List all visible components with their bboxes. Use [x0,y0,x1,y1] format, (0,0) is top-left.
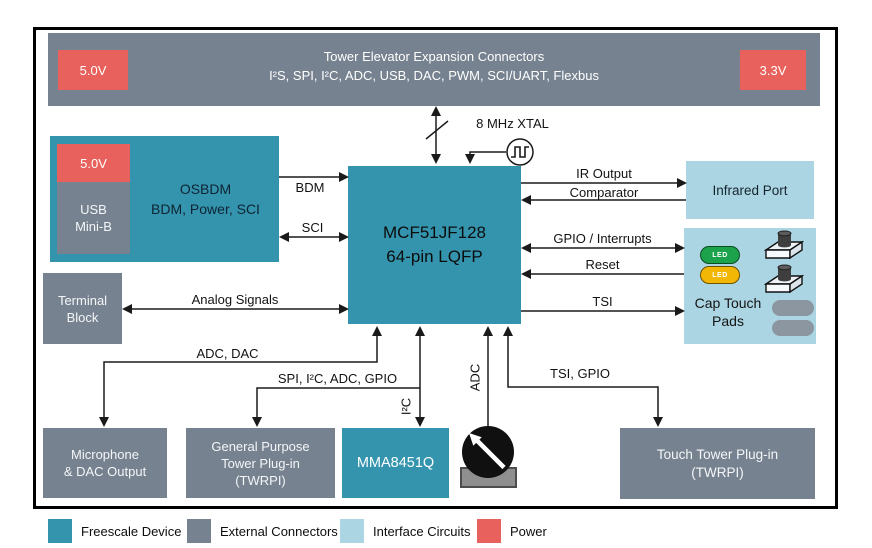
elevator-title-line1: Tower Elevator Expansion Connectors [323,49,545,64]
cap-touch-label-line1: Cap Touch [694,295,762,311]
mcu-name: MCF51JF128 [383,223,486,242]
legend-item [48,519,181,543]
mma8451q-label: MMA8451Q [356,455,435,471]
gp-twrpi-line1: General Purpose [211,438,310,454]
legend [0,519,872,545]
legend-item [477,519,547,543]
osbdm-block [50,136,279,262]
elevator-title-line2: I²S, SPI, I²C, ADC, USB, DAC, PWM, SCI/UART, Flexbus [269,68,599,83]
general-purpose-twrpi-block [186,428,335,498]
label-reset: Reset [585,257,620,272]
osbdm-power-badge [57,144,130,182]
mcu-block [348,166,521,324]
cap-touch-label [684,294,772,330]
power-3v3-label: 3.3V [759,62,787,78]
cap-touch-block [684,228,816,344]
label-gpio-interrupts: GPIO / Interrupts [553,231,652,246]
yellow-led-icon [700,266,740,284]
touch-twrpi-block [620,428,815,499]
terminal-line2: Block [66,309,99,325]
usb-mini-b-connector [57,182,130,254]
label-tsi-gpio: TSI, GPIO [550,366,610,381]
touch-pad-icon [772,320,814,336]
osbdm-title-line2: BDM, Power, SCI [151,201,260,217]
infrared-port-label: Infrared Port [712,182,788,198]
label-tsi: TSI [592,294,613,309]
legend-item [187,519,338,543]
legend-swatch-freescale [48,519,72,543]
green-led-icon [700,246,740,264]
legend-swatch-interface [340,519,364,543]
label-spi-bus: SPI, I²C, ADC, GPIO [277,371,398,386]
gp-twrpi-line2: Tower Plug-in [221,455,300,471]
microphone-block [43,428,167,498]
terminal-block [43,273,122,344]
label-analog-signals: Analog Signals [191,292,279,307]
legend-item [340,519,471,543]
microphone-line1: Microphone [71,447,139,462]
legend-swatch-power [477,519,501,543]
legend-swatch-connectors [187,519,211,543]
touch-pad-icon [772,300,814,316]
gp-twrpi-line3: (TWRPI) [235,472,286,488]
label-xtal: 8 MHz XTAL [476,116,549,131]
label-bdm: BDM [295,180,325,195]
mma8451q-block [342,428,449,498]
label-comparator: Comparator [569,185,639,200]
osbdm-title [134,179,277,219]
yellow-led-label: LED [712,271,728,279]
terminal-line1: Terminal [57,292,108,308]
usb-label-line1: USB [80,202,107,217]
label-sci: SCI [301,220,324,235]
legend-label: External Connectors [220,523,338,539]
label-adc-dac: ADC, DAC [196,346,259,361]
label-ir-output: IR Output [576,166,632,181]
power-5v-badge [58,50,128,90]
osbdm-power-label: 5.0V [80,155,107,171]
osbdm-title-line1: OSBDM [179,181,232,197]
push-button-icon [764,230,804,262]
legend-label: Interface Circuits [373,523,471,539]
power-3v3-badge [740,50,806,90]
label-i2c-vertical: I²C [398,397,414,416]
touch-twrpi-line2: (TWRPI) [691,464,744,480]
touch-twrpi-line1: Touch Tower Plug-in [656,446,779,462]
infrared-port-block [686,161,814,219]
green-led-label: LED [712,251,728,259]
elevator-title [48,47,820,85]
legend-label: Power [510,523,547,539]
tower-elevator-bar [48,33,820,106]
usb-label-line2: Mini-B [75,219,112,234]
label-adc-vertical: ADC [467,363,483,392]
mcu-package: 64-pin LQFP [386,247,483,266]
push-button-icon [764,264,804,296]
cap-touch-label-line2: Pads [712,313,744,329]
microphone-line2: & DAC Output [63,464,147,479]
power-5v-label: 5.0V [79,62,107,78]
legend-label: Freescale Device [81,523,182,539]
